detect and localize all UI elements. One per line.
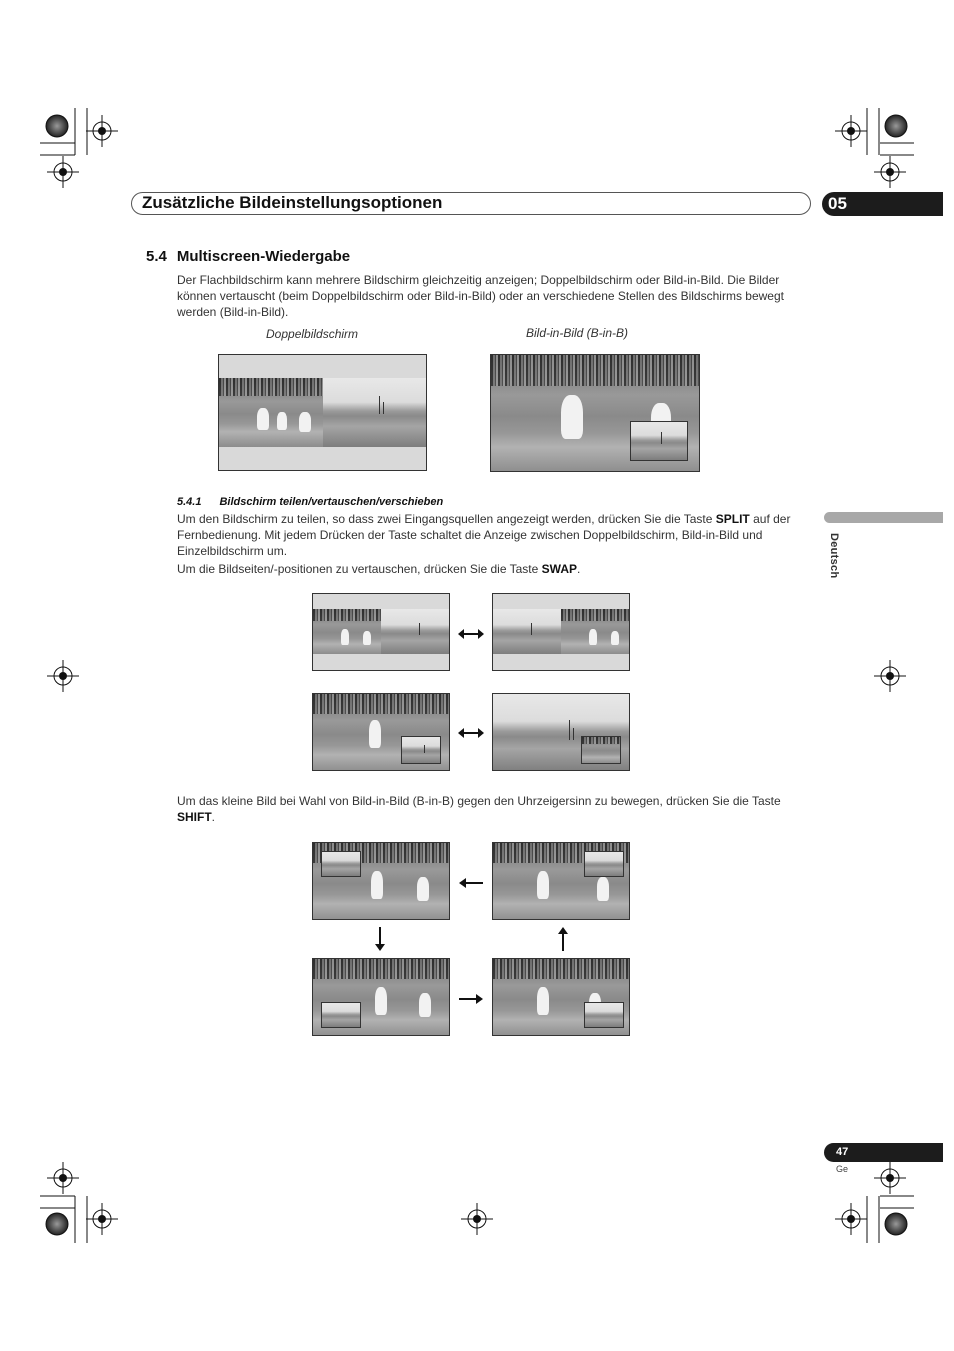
page-title: Zusätzliche Bildeinstellungsoptionen: [142, 193, 443, 212]
language-tab-label: Deutsch: [828, 533, 840, 579]
swap-twin-before: [312, 593, 450, 671]
intro-paragraph: Der Flachbildschirm kann mehrere Bildschirm gleichzeitig anzeigen; Doppelbildschirm oder Bild-in-Bild. Die Bilder können vertauscht (beim Doppelbildschirm oder Bild-in-Bild) oder an verschiedene Stellen des Bildschirms bewegt werden (Bild-in-Bild).: [177, 273, 784, 319]
split-paragraph: Um den Bildschirm zu teilen, so dass zwei Eingangsquellen angezeigt werden, drücken Sie die Taste SPLIT auf der Fernbedienung. Mit jedem Drücken der Taste schaltet die Anzeige zwischen Doppelbildschirm, Bild-in-Bild und Einzelbildschirm um.: [177, 512, 791, 558]
section-title: Multiscreen-Wiedergabe: [176, 248, 351, 265]
shift-top-right: [492, 842, 630, 920]
twin-screen-illustration: [218, 354, 427, 471]
section-number: 5.4: [146, 248, 167, 265]
shift-top-left: [312, 842, 450, 920]
double-arrow-icon: [458, 628, 484, 640]
arrow-left-icon: [459, 877, 483, 889]
arrow-down-icon: [374, 927, 386, 951]
swap-pip-after: [492, 693, 630, 771]
subsection-title: Bildschirm teilen/vertauschen/verschieben: [219, 496, 444, 508]
shift-bottom-right: [492, 958, 630, 1036]
shift-key: SHIFT: [177, 810, 212, 824]
subsection-heading: [177, 496, 443, 508]
subsection-number: 5.4.1: [177, 496, 202, 508]
swap-twin-after: [492, 593, 630, 671]
swap-pip-before: [312, 693, 450, 771]
caption-twin: Doppelbildschirm: [266, 327, 359, 341]
shift-bottom-left: [312, 958, 450, 1036]
page-lang-code: Ge: [836, 1164, 849, 1174]
double-arrow-icon: [458, 727, 484, 739]
page-number: 47: [836, 1146, 849, 1158]
swap-key: SWAP: [541, 562, 577, 576]
split-key: SPLIT: [715, 512, 750, 526]
pip-screen-illustration: [490, 354, 700, 472]
language-tab: [824, 512, 943, 523]
caption-pip: Bild-in-Bild (B-in-B): [526, 326, 629, 340]
swap-paragraph: Um die Bildseiten/-positionen zu vertauschen, drücken Sie die Taste SWAP.: [177, 562, 581, 576]
chapter-number: 05: [828, 194, 847, 213]
arrow-right-icon: [459, 993, 483, 1005]
shift-paragraph: Um das kleine Bild bei Wahl von Bild-in-Bild (B-in-B) gegen den Uhrzeigersinn zu bewegen, drücken Sie die Taste SHIFT.: [177, 794, 781, 824]
arrow-up-icon: [557, 927, 569, 951]
section-heading: [146, 248, 350, 265]
